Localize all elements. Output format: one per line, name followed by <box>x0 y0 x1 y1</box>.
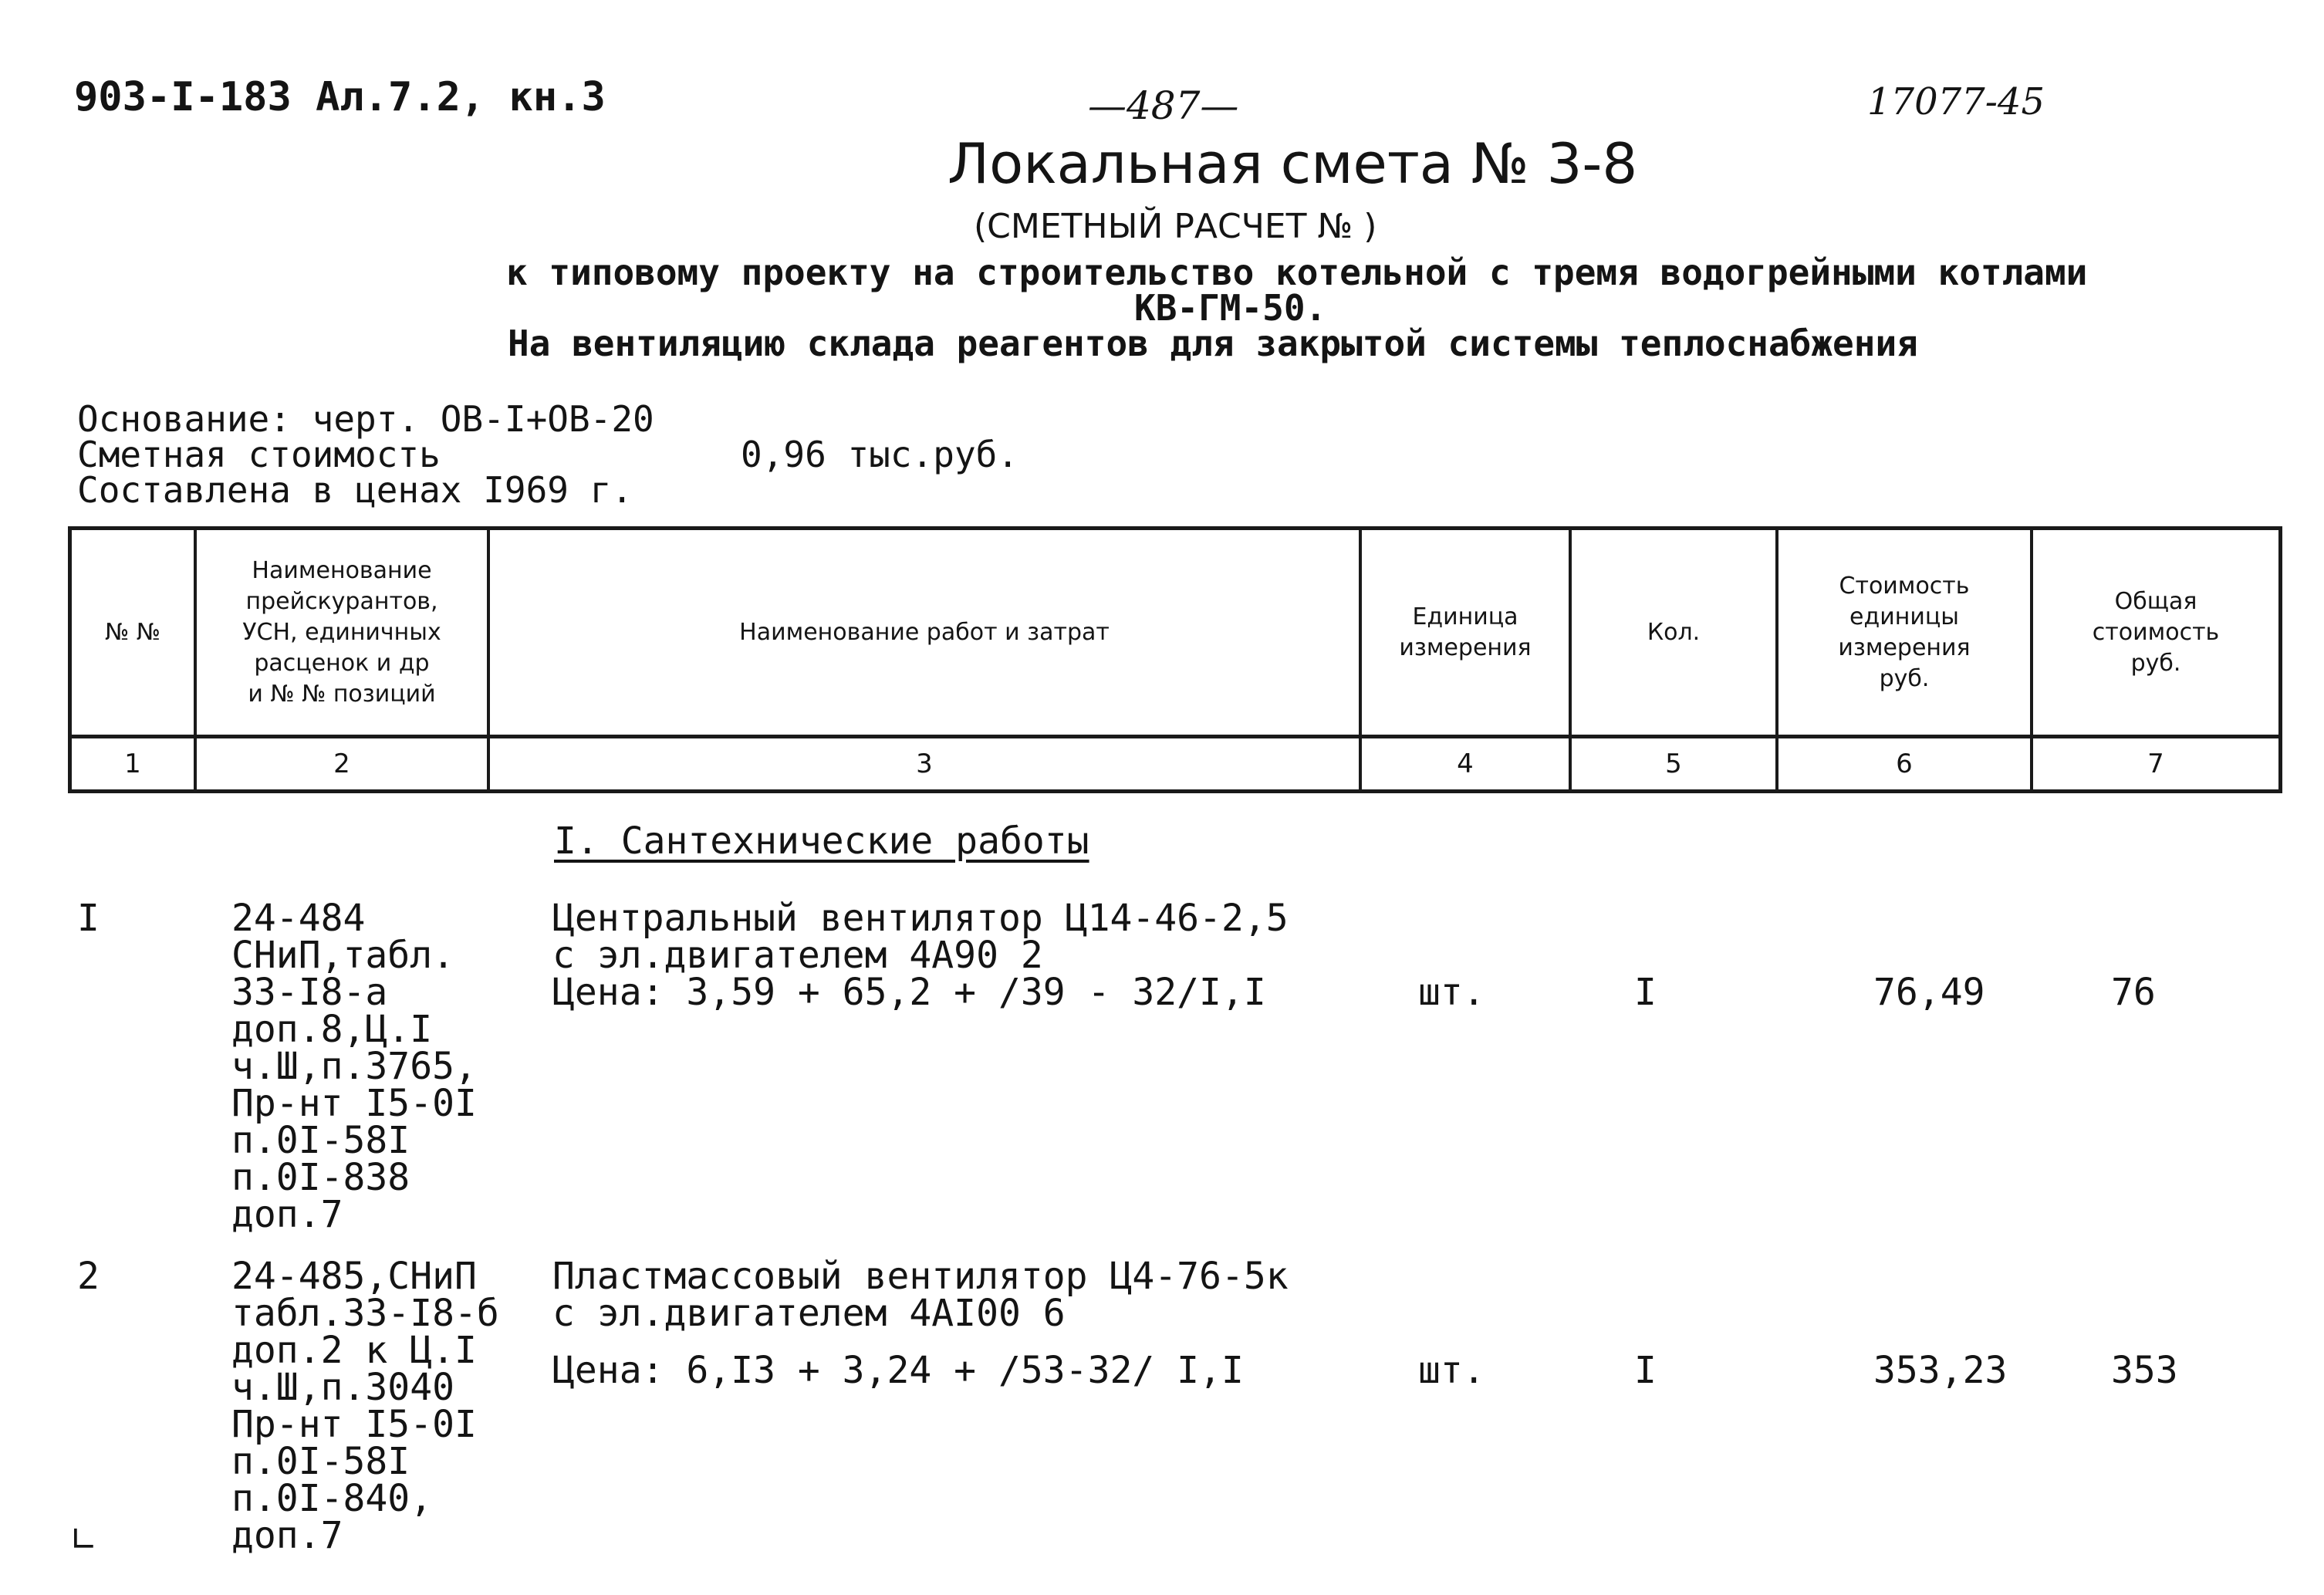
row-reference: 24-484 СНиП,табл. 33-I8-а доп.8,Ц.I ч.Ш,п.3765, Пр-нт I5-0I п.0I-58I п.0I-838 доп.7 <box>231 897 477 1236</box>
row-number: 2 <box>77 1255 100 1298</box>
document-code: 903-I-183 Ал.7.2, кн.3 <box>74 74 606 120</box>
cost-label: Сметная стоимость <box>77 434 441 475</box>
row-quantity: I <box>1634 1349 1657 1392</box>
estimate-table-header <box>68 526 2282 793</box>
page-number: —487— <box>1088 83 1239 128</box>
column-header-total-cost: Общая стоимость руб. <box>2033 530 2278 738</box>
basis-text: Основание: черт. ОВ-I+ОВ-20 <box>77 398 654 440</box>
column-header-quantity: Кол. <box>1572 530 1778 738</box>
column-number: 7 <box>2147 749 2164 779</box>
column-number: 3 <box>490 738 1362 789</box>
column-number: 5 <box>1572 738 1778 789</box>
description-line-3: На вентиляцию склада реагентов для закрытой системы теплоснабжения <box>508 323 1918 364</box>
column-header-unit: Единица измерения <box>1362 530 1572 738</box>
row-total: 76 <box>2111 971 2156 1014</box>
row-unit: шт. <box>1418 971 1485 1014</box>
column-number: 1 <box>72 738 197 789</box>
row-unit-cost: 353,23 <box>1873 1349 2008 1392</box>
column-number: 2 <box>197 738 490 789</box>
row-work-line: с эл.двигателем 4АI00 6 <box>552 1292 1066 1335</box>
row-total: 353 <box>2111 1349 2178 1392</box>
column-number: 4 <box>1362 738 1572 789</box>
page-title: Локальная смета № 3-8 <box>948 131 1638 196</box>
row-quantity: I <box>1634 971 1657 1014</box>
column-header-reference: Наименование прейскурантов, УСН, единичных расценок и др и № № позиций <box>197 530 490 738</box>
row-work-line: Центральный вентилятор Ц14-46-2,5 <box>552 897 1289 940</box>
row-work-line: Цена: 3,59 + 65,2 + /39 - 32/I,I <box>552 971 1266 1014</box>
row-unit-cost: 76,49 <box>1873 971 1985 1014</box>
row-work-line: Пластмассовый вентилятор Ц4-76-5к <box>552 1255 1289 1298</box>
row-work-line: с эл.двигателем 4А90 2 <box>552 934 1043 977</box>
column-header-unit-cost: Стоимость единицы измерения руб. <box>1778 530 2033 738</box>
description-line-1: к типовому проекту на строительство котельной с тремя водогрейными котлами <box>506 252 2088 293</box>
column-header-work: Наименование работ и затрат <box>490 530 1362 738</box>
corner-mark: ∟ <box>69 1520 98 1560</box>
row-reference: 24-485,СНиП табл.33-I8-б доп.2 к Ц.I ч.Ш,п.3040 Пр-нт I5-0I п.0I-58I п.0I-840, доп.7 <box>231 1255 499 1557</box>
section-title: I. Сантехнические работы <box>554 819 1089 863</box>
archive-number: 17077-45 <box>1867 80 2045 123</box>
prices-year: Составлена в ценах I969 г. <box>77 469 633 511</box>
row-number: I <box>77 897 100 940</box>
cost-value: 0,96 тыс.руб. <box>741 434 1019 475</box>
column-number: 6 <box>1778 738 2033 789</box>
column-header-number: № № <box>72 530 197 738</box>
row-work-line: Цена: 6,I3 + 3,24 + /53-32/ I,I <box>552 1349 1244 1392</box>
page-subtitle: (СМЕТНЫЙ РАСЧЕТ № ) <box>974 207 1377 246</box>
description-line-2: КВ-ГМ-50. <box>1134 287 1327 329</box>
row-unit: шт. <box>1418 1349 1485 1392</box>
